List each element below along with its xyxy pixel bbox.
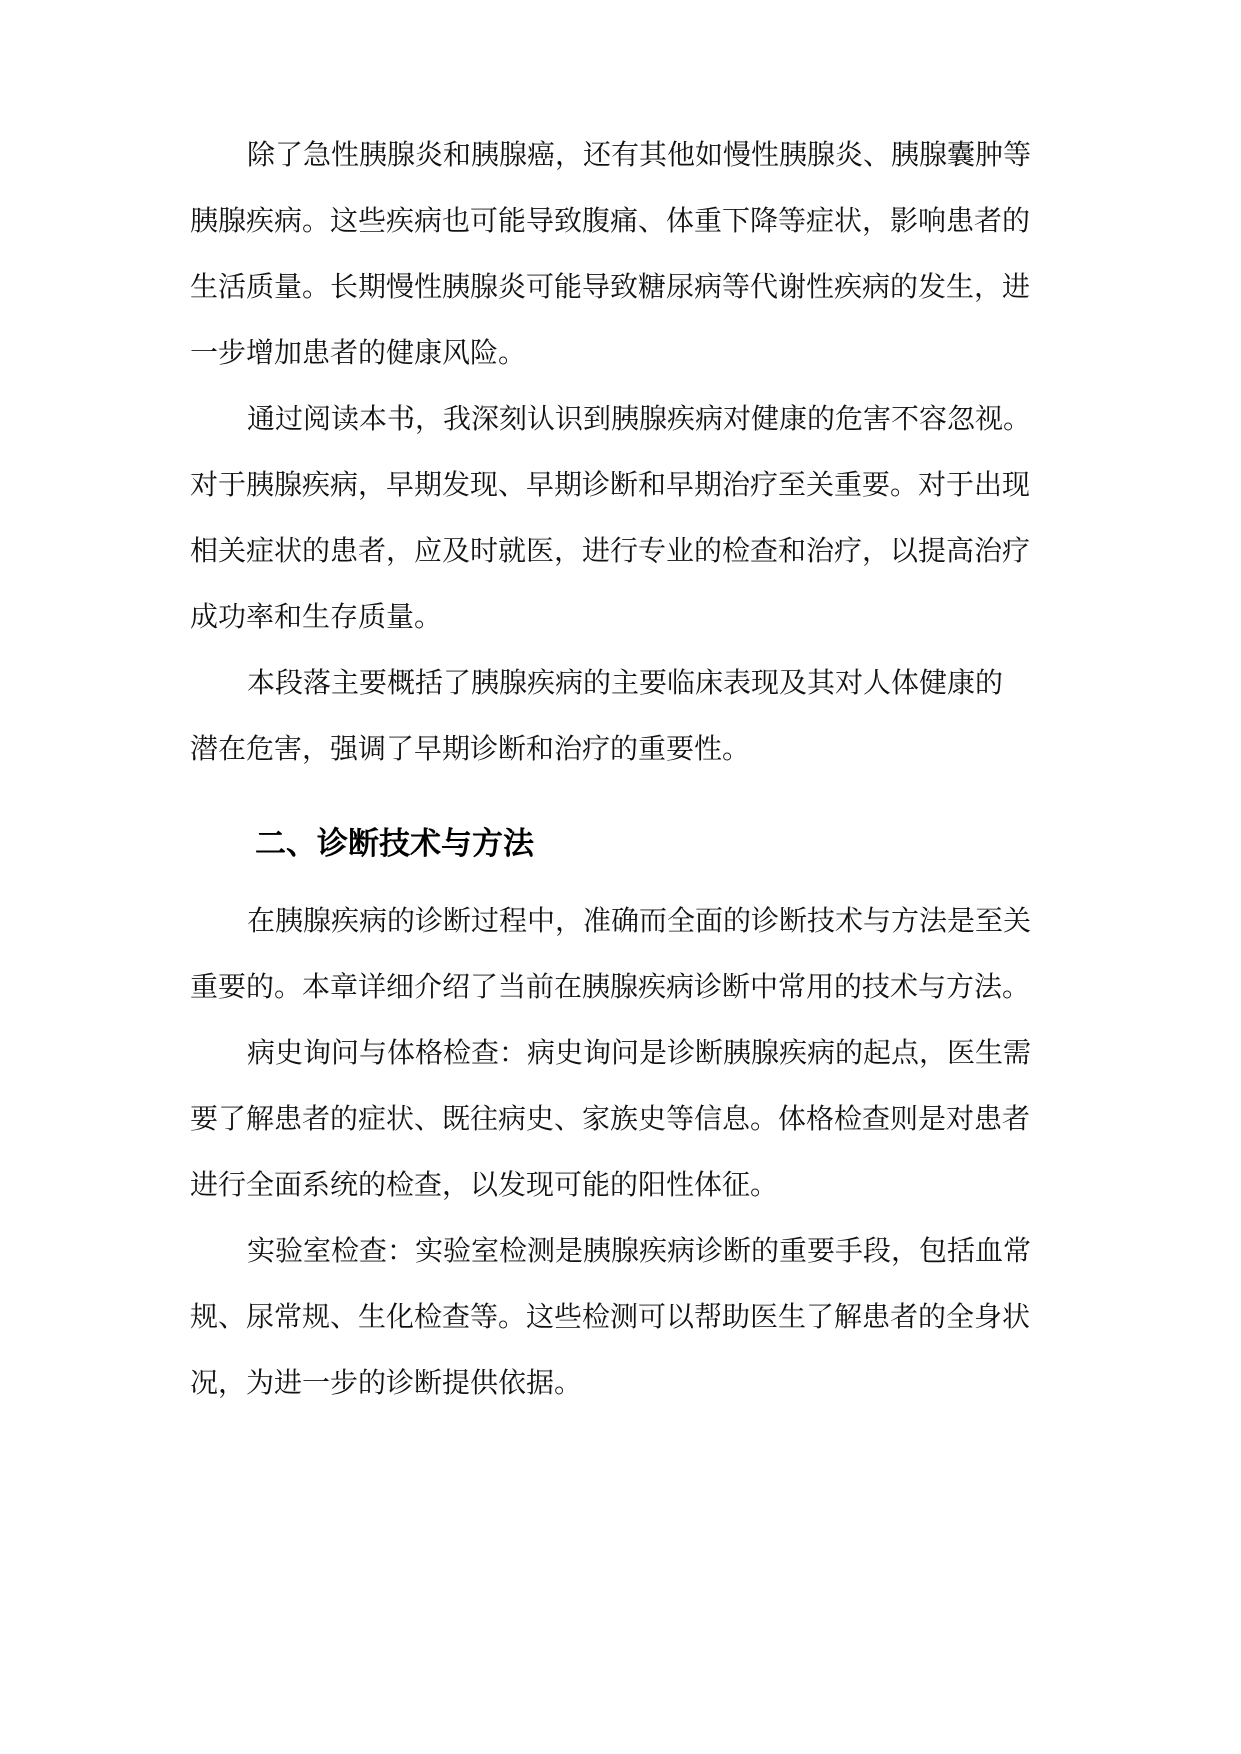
paragraph-line: 在胰腺疾病的诊断过程中，准确而全面的诊断技术与方法是至关 [247, 904, 1032, 937]
paragraph-line: 重要的。本章详细介绍了当前在胰腺疾病诊断中常用的技术与方法。 [190, 970, 1031, 1003]
paragraph-line: 进行全面系统的检查，以发现可能的阳性体征。 [190, 1168, 779, 1201]
paragraph-line: 相关症状的患者，应及时就医，进行专业的检查和治疗，以提高治疗 [190, 534, 1031, 567]
paragraph-line: 胰腺疾病。这些疾病也可能导致腹痛、体重下降等症状，影响患者的 [190, 204, 1031, 237]
paragraph-line: 要了解患者的症状、既往病史、家族史等信息。体格检查则是对患者 [190, 1102, 1031, 1135]
paragraph-line: 潜在危害，强调了早期诊断和治疗的重要性。 [190, 732, 751, 765]
paragraph-line: 况，为进一步的诊断提供依据。 [190, 1366, 583, 1399]
paragraph-line: 一步增加患者的健康风险。 [190, 336, 527, 369]
section-heading: 二、诊断技术与方法 [255, 826, 534, 862]
paragraph-line: 除了急性胰腺炎和胰腺癌，还有其他如慢性胰腺炎、胰腺囊肿等 [247, 138, 1032, 171]
paragraph-line: 成功率和生存质量。 [190, 600, 443, 633]
paragraph-line: 本段落主要概括了胰腺疾病的主要临床表现及其对人体健康的 [247, 666, 1004, 699]
paragraph-line: 实验室检查：实验室检测是胰腺疾病诊断的重要手段，包括血常 [247, 1234, 1032, 1267]
paragraph-line: 规、尿常规、生化检查等。这些检测可以帮助医生了解患者的全身状 [190, 1300, 1031, 1333]
paragraph-line: 生活质量。长期慢性胰腺炎可能导致糖尿病等代谢性疾病的发生，进 [190, 270, 1031, 303]
paragraph-line: 对于胰腺疾病，早期发现、早期诊断和早期治疗至关重要。对于出现 [190, 468, 1031, 501]
paragraph-line: 病史询问与体格检查：病史询问是诊断胰腺疾病的起点，医生需 [247, 1036, 1032, 1069]
paragraph-line: 通过阅读本书，我深刻认识到胰腺疾病对健康的危害不容忽视。 [247, 402, 1032, 435]
